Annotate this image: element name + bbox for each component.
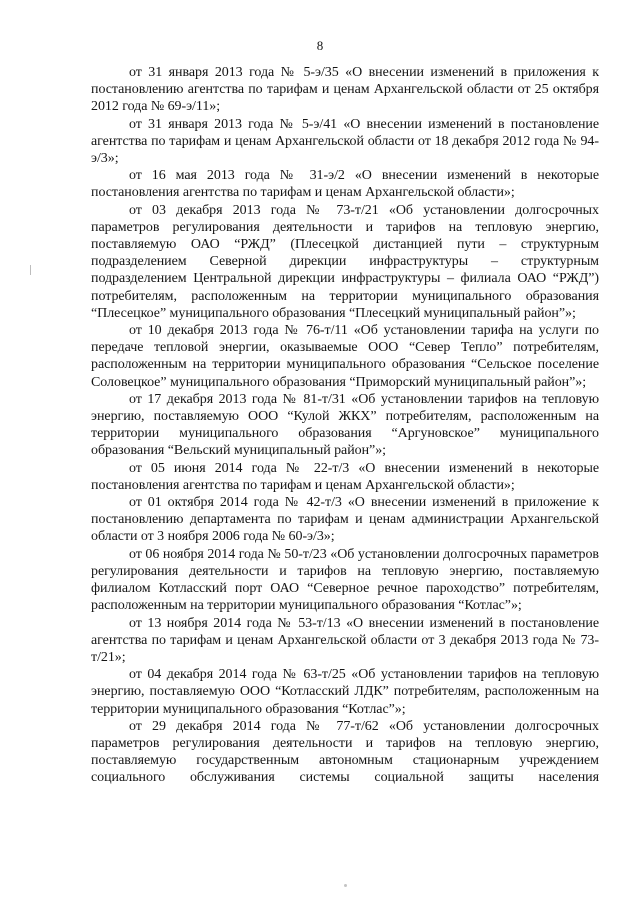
page-number: 8 <box>316 38 324 53</box>
list-item-resolution: от 05 июня 2014 года № 22-т/3 «О внесении изменений в некоторые постановления агентства по тарифам и ценам Архангельской области»; <box>91 460 599 493</box>
list-item-resolution: от 01 октября 2014 года № 42-т/3 «О внесении изменений в приложение к постановлению департамента по тарифам и ценам администрации Архангельской области от 3 ноября 2006 года № 60-э/3»; <box>91 495 599 545</box>
list-item-resolution: от 17 декабря 2013 года № 81-т/31 «Об установлении тарифов на тепловую энергию, поставляемую ООО “Кулой ЖКХ” потребителям, расположенным на территории муниципального образования “Аргуновское” муниципального образования “Вельский муниципальный район”»; <box>91 391 599 459</box>
list-item-resolution: от 29 декабря 2014 года № 77-т/62 «Об установлении долгосрочных параметров регулирования деятельности и тарифов на тепловую энергию, поставляемую государственным автономным стационарным учреждением социального обслуживания системы социальной защиты населения <box>91 718 599 786</box>
document-body <box>91 64 599 787</box>
list-item-resolution: от 16 мая 2013 года № 31-э/2 «О внесении изменений в некоторые постановления агентства по тарифам и ценам Архангельской области»; <box>91 168 599 201</box>
margin-mark <box>30 265 31 275</box>
list-item-resolution: от 06 ноября 2014 года № 50-т/23 «Об установлении долгосрочных параметров регулирования деятельности и тарифов на тепловую энергию, поставляемую филиалом Котласский порт ОАО “Северное речное пароходство” потребителям, расположенным на территории муниципального образования “Котлас”»; <box>91 546 599 614</box>
list-item-resolution: от 31 января 2013 года № 5-э/35 «О внесении изменений в приложения к постановлению агентства по тарифам и ценам Архангельской области от 25 октября 2012 года № 69-э/11»; <box>91 65 599 115</box>
list-item-resolution: от 13 ноября 2014 года № 53-т/13 «О внесении изменений в постановление агентства по тарифам и ценам Архангельской области от 3 декабря 2013 года № 73-т/21»; <box>91 615 599 665</box>
list-item-resolution: от 31 января 2013 года № 5-э/41 «О внесении изменений в постановление агентства по тарифам и ценам Архангельской области от 18 декабря 2012 года № 94-э/3»; <box>91 116 599 167</box>
list-item-resolution: от 10 декабря 2013 года № 76-т/11 «Об установлении тарифа на услуги по передаче тепловой энергии, оказываемые ООО “Север Тепло” потребителям, расположенным на территории муниципального образования “Сельское поселение Соловецкое” муниципального образования “Приморский муниципальный район”»; <box>91 323 599 390</box>
scan-speck <box>344 884 347 887</box>
list-item-resolution: от 04 декабря 2014 года № 63-т/25 «Об установлении тарифов на тепловую энергию, поставляемую ООО “Котласский ЛДК” потребителям, расположенным на территории муниципального образования “Котлас”»; <box>91 667 599 717</box>
list-item-resolution: от 03 декабря 2013 года № 73-т/21 «Об установлении долгосрочных параметров регулирования деятельности и тарифов на тепловую энергию, поставляемую ОАО “РЖД” (Плесецкой дистанцией пути – структурным подразделением Северной дирекции инфраструктуры – структурным подразделением Центральной дирекции инфраструктуры – филиала ОАО “РЖД”) потребителям, расположенным на территории муниципального образования “Плесецкое” муниципального образования “Плесецкий муниципальный район”»; <box>91 202 599 321</box>
